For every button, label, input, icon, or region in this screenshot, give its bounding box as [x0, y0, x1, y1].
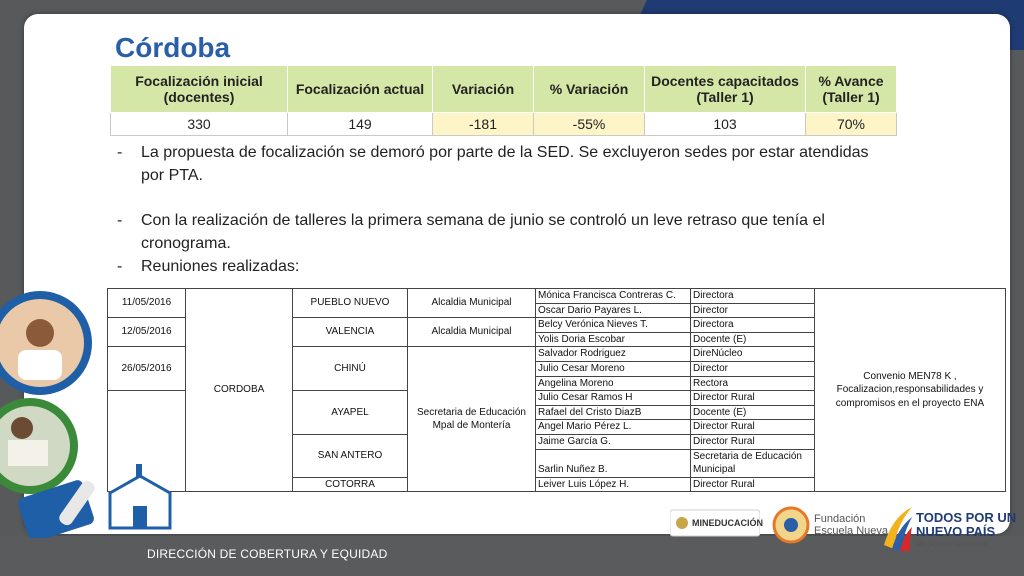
fundacion-emblem	[772, 505, 810, 545]
summary-value-row	[111, 113, 897, 136]
meeting-date: 26/05/2016	[108, 347, 186, 391]
attendee-name: Rafael del Cristo DiazB	[536, 405, 691, 420]
meeting-municipality: SAN ANTERO	[293, 434, 408, 477]
meeting-entity: Secretaria de Educación Mpal de Montería	[408, 347, 536, 492]
value-variacion: -181	[433, 113, 534, 136]
fundacion-logo	[772, 505, 888, 550]
value-focalizacion-actual: 149	[288, 113, 433, 136]
bullet-item: - Con la realización de talleres la primera semana de junio se controló un leve retraso que tenía el cronograma.	[117, 209, 877, 255]
attendee-role: Rectora	[691, 376, 815, 391]
meeting-municipality: AYAPEL	[293, 391, 408, 435]
attendee-name: Julio Cesar Moreno	[536, 361, 691, 376]
slogan-line-1: TODOS POR UN	[916, 510, 1017, 525]
bullet-list	[117, 141, 877, 278]
header-porcentaje-variacion: % Variación	[534, 66, 645, 113]
attendee-name: Mónica Francisca Contreras C.	[536, 289, 691, 304]
attendee-role: DireNúcleo	[691, 347, 815, 362]
footer-label: DIRECCIÓN DE COBERTURA Y EQUIDAD	[147, 547, 388, 561]
bullet-text: Con la realización de talleres la primera semana de junio se controló un leve retraso que tenía el cronograma.	[141, 212, 825, 252]
meeting-department: CORDOBA	[186, 289, 293, 492]
school-bell-tower	[136, 464, 142, 478]
student-paper	[8, 440, 48, 466]
bullet-item: - La propuesta de focalización se demoró por parte de la SED. Se excluyeron sedes por estar atendidas por PTA.	[117, 141, 877, 187]
summary-header-row	[111, 66, 897, 113]
fundacion-line-1: Fundación	[814, 513, 866, 525]
slogan-subtitle: PAZ · EQUIDAD · EDUCACIÓN	[916, 542, 988, 548]
bullet-item: - Reuniones realizadas:	[117, 255, 877, 278]
attendee-name: Jaime García G.	[536, 434, 691, 449]
attendee-name: Leiver Luis López H.	[536, 477, 691, 492]
slogan-line-2: NUEVO PAÍS	[916, 524, 996, 539]
bullet-text: La propuesta de focalización se demoró por parte de la SED. Se excluyeron sedes por estar atendidas por PTA.	[141, 144, 869, 184]
attendee-role: Director Rural	[691, 391, 815, 406]
meeting-entity: Alcaldia Municipal	[408, 289, 536, 318]
government-slogan	[916, 511, 1024, 539]
page-title: Córdoba	[115, 32, 231, 63]
attendee-role: Director Rural	[691, 434, 815, 449]
attendee-role: Docente (E)	[691, 405, 815, 420]
attendee-name: Yolis Doria Escobar	[536, 332, 691, 347]
meeting-municipality: PUEBLO NUEVO	[293, 289, 408, 318]
meeting-municipality: COTORRA	[293, 477, 408, 492]
summary-table	[110, 65, 897, 136]
attendee-role: Director Rural	[691, 420, 815, 435]
meeting-municipality: VALENCIA	[293, 318, 408, 347]
meeting-date: 11/05/2016	[108, 289, 186, 318]
decorative-photo-circles	[0, 288, 180, 538]
meeting-entity: Alcaldia Municipal	[408, 318, 536, 347]
attendee-role: Director	[691, 303, 815, 318]
header-variacion: Variación	[433, 66, 534, 113]
attendee-name: Angel Mario Pérez L.	[536, 420, 691, 435]
meeting-purpose: Convenio MEN78 K , Focalizacion,responsabilidades y compromisos en el proyecto ENA	[815, 289, 1006, 492]
attendee-role: Secretaria de Educación Municipal	[691, 449, 815, 477]
attendee-name: Oscar Dario Payares L.	[536, 303, 691, 318]
header-focalizacion-inicial: Focalización inicial (docentes)	[111, 66, 288, 113]
value-porcentaje-variacion: -55%	[534, 113, 645, 136]
student-face	[11, 417, 33, 439]
bullet-text: Reuniones realizadas:	[141, 258, 300, 275]
value-avance: 70%	[806, 113, 897, 136]
header-docentes-capacitados: Docentes capacitados (Taller 1)	[645, 66, 806, 113]
attendee-name: Sarlin Nuñez B.	[536, 449, 691, 477]
meetings-table	[107, 288, 1006, 492]
value-focalizacion-inicial: 330	[111, 113, 288, 136]
attendee-name: Julio Cesar Ramos H	[536, 391, 691, 406]
attendee-role: Director	[691, 361, 815, 376]
header-avance: % Avance (Taller 1)	[806, 66, 897, 113]
attendee-role: Directora	[691, 318, 815, 333]
attendee-name: Angelina Moreno	[536, 376, 691, 391]
attendee-role: Docente (E)	[691, 332, 815, 347]
fundacion-line-2: Escuela Nueva	[814, 525, 888, 537]
attendee-role: Director Rural	[691, 477, 815, 492]
value-docentes-capacitados: 103	[645, 113, 806, 136]
government-emblem	[880, 505, 914, 551]
header-focalizacion-actual: Focalización actual	[288, 66, 433, 113]
attendee-role: Directora	[691, 289, 815, 304]
child-shirt	[18, 350, 62, 380]
mineducacion-logo	[670, 505, 763, 546]
meeting-municipality: CHINÚ	[293, 347, 408, 391]
meeting-date: 12/05/2016	[108, 318, 186, 347]
table-row	[108, 289, 1006, 304]
child-face	[26, 319, 54, 347]
school-door	[133, 506, 147, 528]
government-logo	[880, 505, 1017, 556]
mineducacion-label: MINEDUCACIÓN	[692, 518, 763, 528]
attendee-name: Salvador Rodriguez	[536, 347, 691, 362]
attendee-name: Belcy Verónica Nieves T.	[536, 318, 691, 333]
